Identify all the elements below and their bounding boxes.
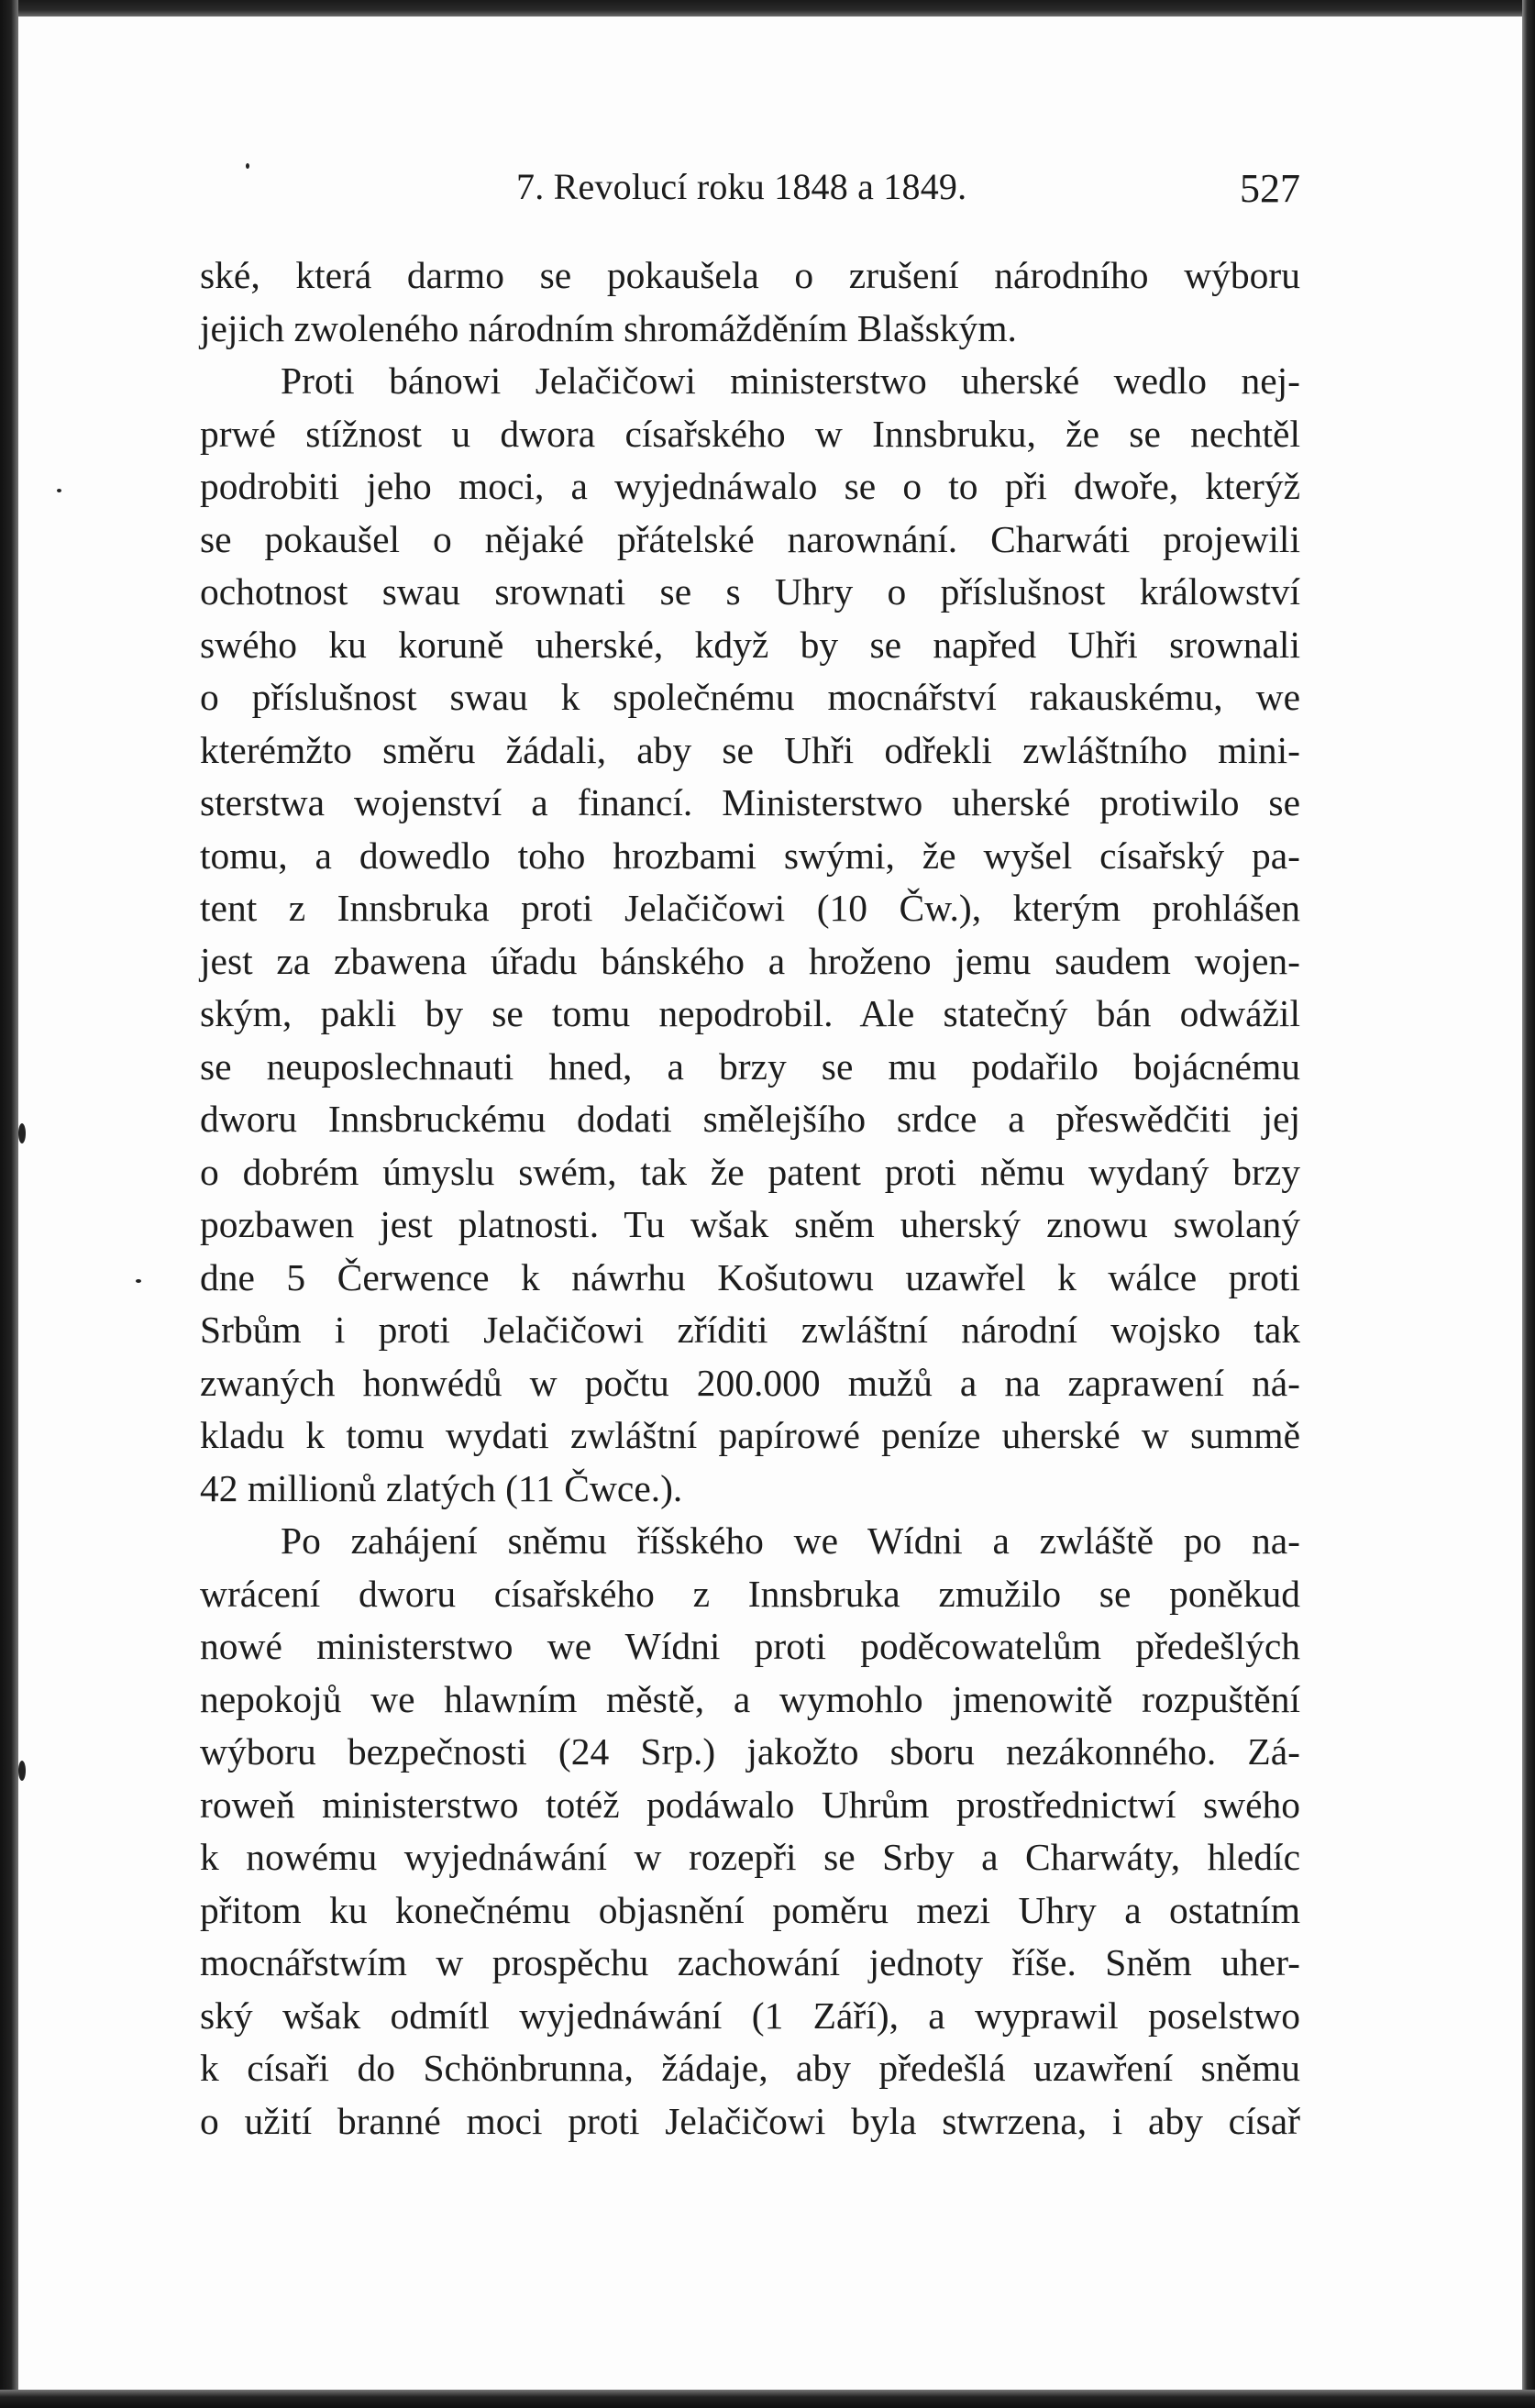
page-header [200,156,1300,211]
text-line: se neuposlechnauti hned, a brzy se mu podařilo bojácnému [200,1044,1300,1088]
text-line: o užití branné moci proti Jelačičowi byla stwrzena, i aby císař [200,2099,1300,2142]
scan-border-right [1522,0,1535,2408]
text-line: kterémžto směru žádali, aby se Uhři odřekli zwláštního mini- [200,728,1300,771]
text-line: nepokojů we hlawním městě, a wymohlo jmenowitě rozpuštění [200,1677,1300,1720]
text-line: prwé stížnost u dwora císařského w Innsbruku, že se nechtěl [200,412,1300,455]
scan-border-top [0,0,1535,17]
text-line: nowé ministerstwo we Wídni proti poděcowatelům předešlých [200,1625,1300,1667]
text-line: Po zahájení sněmu říšského we Wídni a zwláště po na- [281,1519,1300,1562]
text-line: jejich zwoleného národním shromážděním Blašským. [200,306,1017,349]
scan-speck [18,1761,26,1781]
text-line: mocnářstwím w prospěchu zachowání jednoty říše. Sněm uher- [200,1941,1300,1983]
scan-speck [57,489,61,492]
text-line: kladu k tomu wydati zwláštní papírowé peníze uherské w summě [200,1414,1300,1456]
text-line: wrácení dworu císařského z Innsbruka zmužilo se poněkud [200,1572,1300,1615]
text-line: přitom ku konečnému objasnění poměru mezi Uhry a ostatním [200,1888,1300,1931]
scan-border-left [0,0,18,2408]
text-line: ochotnost swau srownati se s Uhry o příslušnost králowství [200,570,1300,613]
text-line: swého ku koruně uherské, když by se napřed Uhři srownali [200,623,1300,666]
text-line: o dobrém úmyslu swém, tak že patent proti němu wydaný brzy [200,1150,1300,1193]
page-number: 527 [1240,166,1300,211]
text-line: k císaři do Schönbrunna, žádaje, aby předešlá uzawření sněmu [200,2047,1300,2089]
scan-border-bottom [0,2390,1535,2408]
text-line: se pokaušel o nějaké přátelské narownání. Charwáti projewili [200,517,1300,560]
scan-speck [136,1279,141,1283]
text-line: roweň ministerstwo totéž podáwalo Uhrům prostřednictwí swého [200,1783,1300,1826]
text-line: ské, která darmo se pokaušela o zrušení národního wýboru [200,254,1300,296]
text-line: ský wšak odmítl wyjednáwání (1 Září), a wyprawil poselstwo [200,1994,1300,2037]
text-line: tomu, a dowedlo toho hrozbami swými, že wyšel císařský pa- [200,834,1300,877]
text-line: jest za zbawena úřadu bánského a hroženo jemu saudem wojen- [200,939,1300,982]
text-line: 42 millionů zlatých (11 Čwce.). [200,1466,683,1509]
text-line: pozbawen jest platnosti. Tu wšak sněm uherský znowu swolaný [200,1203,1300,1245]
text-line: podrobiti jeho moci, a wyjednáwalo se o to při dwoře, kterýž [200,465,1300,507]
text-line: Srbům i proti Jelačičowi zříditi zwláštní národní wojsko tak [200,1309,1300,1351]
body-text [200,249,1300,2148]
text-line: ským, pakli by se tomu nepodrobil. Ale statečný bán odwážil [200,992,1300,1034]
text-line: tent z Innsbruka proti Jelačičowi (10 Čw.), kterým prohlášen [200,887,1300,929]
text-line: sterstwa wojenství a financí. Ministerstwo uherské protiwilo se [200,781,1300,823]
scan-speck [18,1123,26,1143]
text-line: dne 5 Čerwence k náwrhu Košutowu uzawřel k wálce proti [200,1255,1300,1298]
running-title: 7. Revolucí roku 1848 a 1849. [516,166,967,207]
text-line: k nowému wyjednáwání w rozepři se Srby a Charwáty, hledíc [200,1836,1300,1878]
text-line: dworu Innsbruckému dodati smělejšího srdce a přeswědčiti jej [200,1098,1300,1140]
text-line: zwaných honwédů w počtu 200.000 mužů a na zaprawení ná- [200,1361,1300,1404]
text-line: wýboru bezpečnosti (24 Srp.) jakožto sboru nezákonného. Zá- [200,1730,1300,1773]
text-line: o příslušnost swau k společnému mocnářství rakauskému, we [200,676,1300,718]
text-line: Proti bánowi Jelačičowi ministerstwo uherské wedlo nej- [281,359,1300,402]
